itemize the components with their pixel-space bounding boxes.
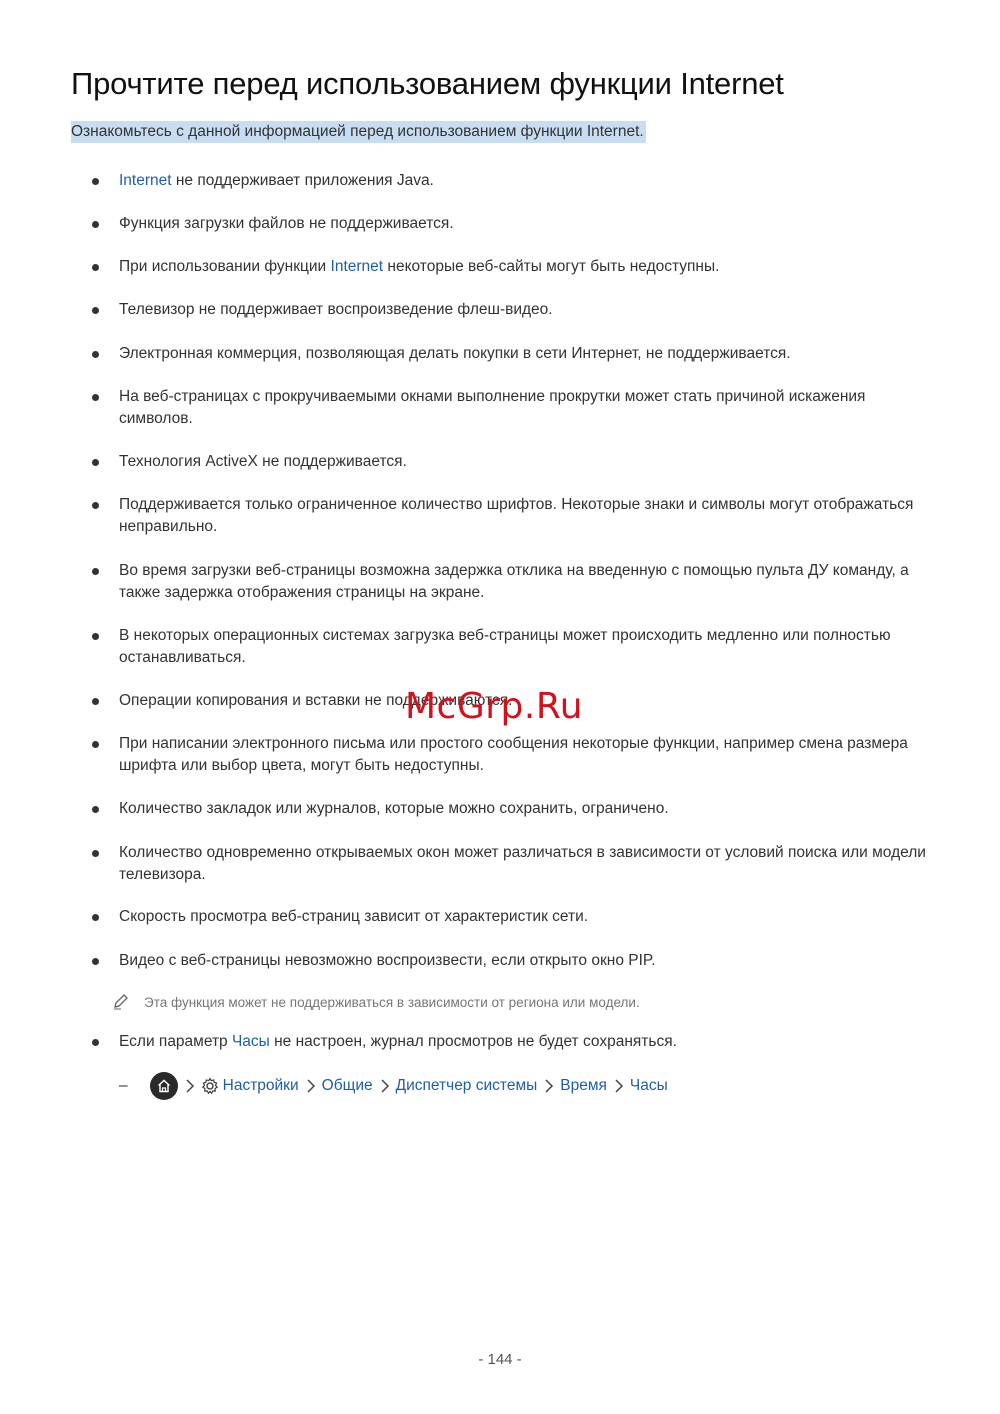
bullet-icon: [92, 741, 99, 748]
list-item: На веб-страницах с прокручиваемыми окнами выполнение прокрутки может стать причиной искажения символов.: [119, 386, 939, 430]
bullet-icon: [92, 264, 99, 271]
list-item: Если параметр Часы не настроен, журнал просмотров не будет сохраняться.: [119, 1031, 939, 1053]
home-icon[interactable]: [150, 1072, 178, 1100]
bullet-icon: [92, 394, 99, 401]
internet-link[interactable]: Internet: [119, 172, 172, 189]
menu-clock[interactable]: Часы: [629, 1077, 668, 1094]
menu-settings[interactable]: Настройки: [222, 1077, 299, 1094]
bullet-icon: [92, 806, 99, 813]
list-item: Операции копирования и вставки не поддерживаются.: [119, 690, 939, 712]
pencil-icon: [112, 992, 130, 1010]
list-item: Скорость просмотра веб-страниц зависит от характеристик сети.: [119, 906, 939, 928]
watermark: McGrp.Ru: [405, 686, 584, 727]
page-number: - 144 -: [478, 1351, 522, 1368]
chevron-right-icon: [306, 1079, 316, 1093]
menu-path: [119, 1072, 668, 1100]
list-item: Функция загрузки файлов не поддерживается.: [119, 213, 939, 235]
bullet-icon: [92, 502, 99, 509]
bullet-icon: [92, 958, 99, 965]
dash: –: [119, 1077, 128, 1094]
chevron-right-icon: [614, 1079, 624, 1093]
bullet-icon: [92, 568, 99, 575]
list-item: Internet не поддерживает приложения Java.: [119, 170, 939, 192]
chevron-right-icon: [185, 1079, 195, 1093]
list-item: Технология ActiveX не поддерживается.: [119, 451, 939, 473]
bullet-icon: [92, 307, 99, 314]
chevron-right-icon: [380, 1079, 390, 1093]
list-item: Видео с веб-страницы невозможно воспроизвести, если открыто окно PIP.: [119, 950, 939, 972]
bullet-icon: [92, 351, 99, 358]
page-title: Прочтите перед использованием функции Internet: [71, 66, 784, 101]
internet-link[interactable]: Internet: [330, 258, 384, 275]
list-item: Количество одновременно открываемых окон может различаться в зависимости от условий поиска или модели телевизора.: [119, 842, 939, 886]
list-item: В некоторых операционных системах загрузка веб-страницы может происходить медленно или полностью останавливаться.: [119, 625, 939, 669]
bullet-icon: [92, 850, 99, 857]
intro-highlight: Ознакомьтесь с данной информацией перед использованием функции Internet.: [71, 121, 646, 143]
list-item: Поддерживается только ограниченное количество шрифтов. Некоторые знаки и символы могут отображаться неправильно.: [119, 494, 939, 538]
menu-time[interactable]: Время: [560, 1077, 607, 1094]
gear-icon: [201, 1077, 219, 1095]
bullet-icon: [92, 633, 99, 640]
bullet-icon: [92, 221, 99, 228]
note-text: Эта функция может не поддерживаться в зависимости от региона или модели.: [144, 995, 640, 1010]
list-item: Во время загрузки веб-страницы возможна задержка отклика на введенную с помощью пульта ДУ команду, а также задержка отображения страницы на экране.: [119, 560, 939, 604]
menu-system-manager[interactable]: Диспетчер системы: [395, 1077, 538, 1094]
clock-link[interactable]: Часы: [231, 1033, 270, 1050]
bullet-icon: [92, 698, 99, 705]
bullet-icon: [92, 178, 99, 185]
bullet-icon: [92, 914, 99, 921]
list-item: При использовании функции Internet некоторые веб-сайты могут быть недоступны.: [119, 256, 939, 278]
note: [112, 992, 640, 1014]
list-item: Количество закладок или журналов, которые можно сохранить, ограничено.: [119, 798, 939, 820]
chevron-right-icon: [544, 1079, 554, 1093]
menu-general[interactable]: Общие: [321, 1077, 373, 1094]
bullet-icon: [92, 1039, 99, 1046]
list-item: Электронная коммерция, позволяющая делать покупки в сети Интернет, не поддерживается.: [119, 343, 939, 365]
list-item: При написании электронного письма или простого сообщения некоторые функции, например смена размера шрифта или выбор цвета, могут быть недоступны.: [119, 733, 939, 777]
list-item: Телевизор не поддерживает воспроизведение флеш-видео.: [119, 299, 939, 321]
bullet-icon: [92, 459, 99, 466]
